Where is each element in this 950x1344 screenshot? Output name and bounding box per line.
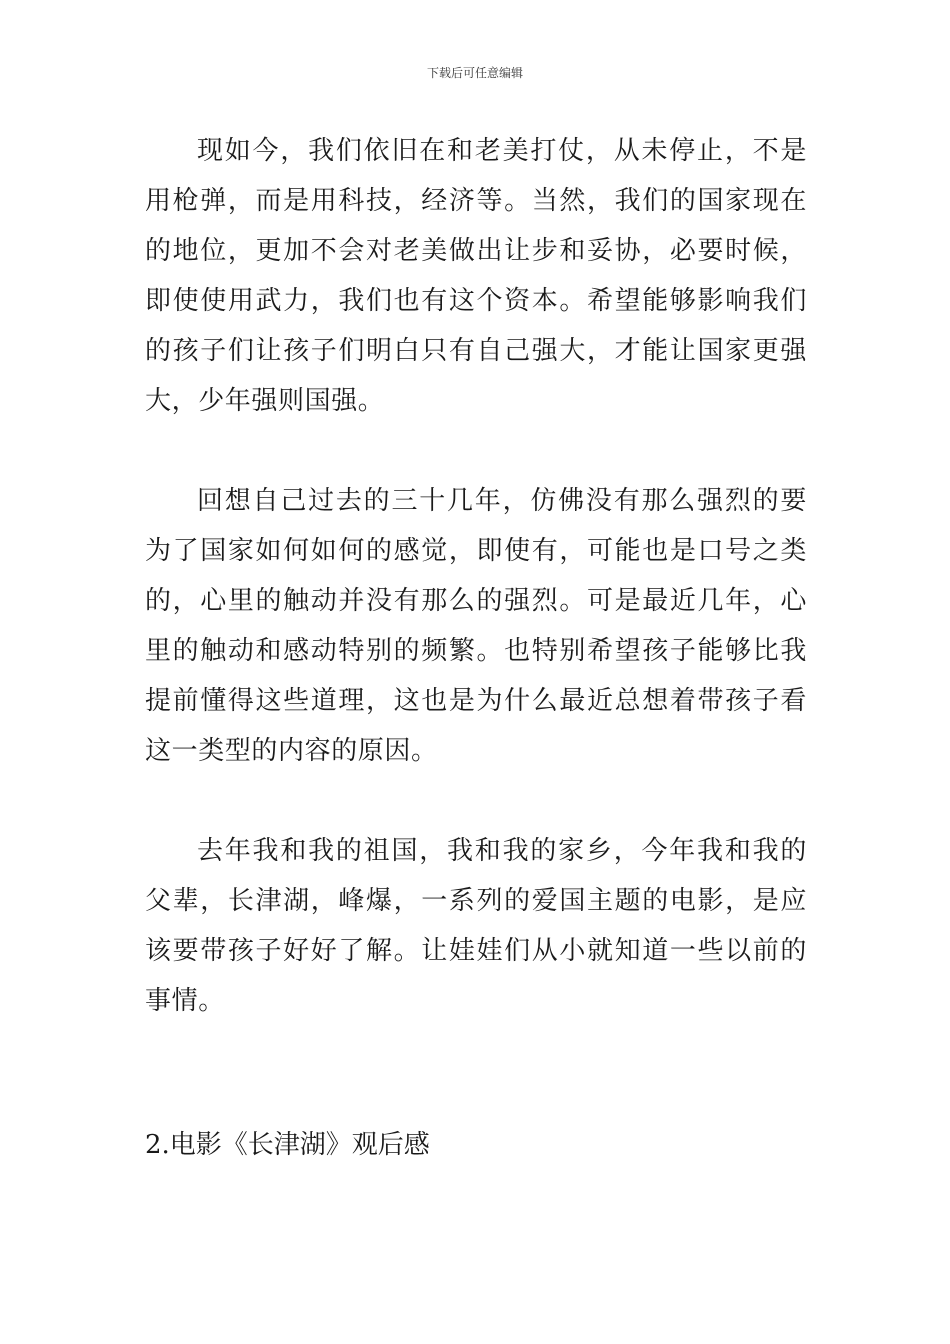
page-header-note: 下载后可任意编辑: [426, 66, 523, 80]
paragraph-1: 现如今，我们依旧在和老美打仗，从未停止，不是用枪弹，而是用科技，经济等。当然，我们的国家现在的地位，更加不会对老美做出让步和妥协，必要时候，即使使用武力，我们也有这个资本。希望能够影响我们的孩子们让孩子们明白只有自己强大，才能让国家更强大，少年强则国强。: [145, 136, 807, 416]
document-body: [145, 126, 807, 1026]
section-heading: 2.电影《长津湖》观后感: [145, 1130, 430, 1160]
paragraph-3: 去年我和我的祖国，我和我的家乡，今年我和我的父辈，长津湖，峰爆，一系列的爱国主题的电影，是应该要带孩子好好了解。让娃娃们从小就知道一些以前的事情。: [145, 836, 807, 1016]
paragraph-2: 回想自己过去的三十几年，仿佛没有那么强烈的要为了国家如何如何的感觉，即使有，可能也是口号之类的，心里的触动并没有那么的强烈。可是最近几年，心里的触动和感动特别的频繁。也特别希望孩子能够比我提前懂得这些道理，这也是为什么最近总想着带孩子看这一类型的内容的原因。: [145, 486, 807, 766]
